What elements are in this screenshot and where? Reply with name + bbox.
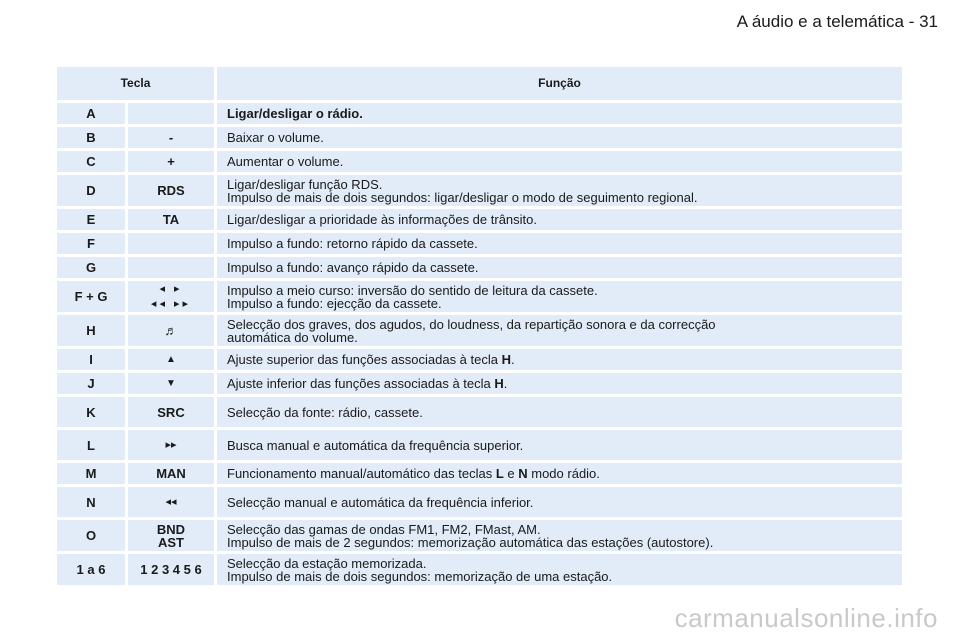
desc-text: e [503, 466, 519, 481]
key-label: G [57, 257, 125, 278]
desc-line: automática do volume. [227, 329, 358, 345]
function-desc: Ligar/desligar a prioridade às informações de trânsito. [217, 209, 902, 230]
desc-text: modo rádio. [527, 466, 600, 481]
arrow-up-icon: ▲ [166, 354, 176, 365]
watermark: carmanualsonline.info [674, 603, 938, 633]
table-row [57, 151, 902, 172]
key-label: F [57, 233, 125, 254]
key-symbol: + [128, 151, 214, 172]
desc-key-ref: H [494, 376, 504, 391]
table-row [57, 373, 902, 394]
desc-text: Ajuste superior das funções associadas à tecla [227, 352, 502, 367]
key-symbol [128, 315, 214, 346]
function-desc [217, 554, 902, 585]
function-desc [217, 463, 902, 484]
key-function-table [57, 67, 902, 588]
desc-text: Ajuste inferior das funções associadas à tecla [227, 376, 495, 391]
page-title: A áudio e a telemática - 31 [736, 12, 938, 31]
table-row [57, 554, 902, 585]
function-desc: Selecção manual e automática da frequência inferior. [217, 487, 902, 517]
key-label: E [57, 209, 125, 230]
function-desc [217, 349, 902, 370]
desc-line: Impulso de mais de dois segundos: memorização de uma estação. [227, 568, 613, 584]
desc-line: Impulso a meio curso: inversão do sentido de leitura da cassete. [227, 282, 598, 298]
table-row [57, 281, 902, 312]
function-desc [217, 315, 902, 346]
key-label: H [57, 315, 125, 346]
table-row [57, 233, 902, 254]
key-symbol [128, 373, 214, 394]
function-desc [217, 373, 902, 394]
music-note-icon: ♬ [164, 323, 178, 338]
function-desc: Impulso a fundo: avanço rápido da cassete. [217, 257, 902, 278]
desc-text: Funcionamento manual/automático das teclas [227, 466, 496, 481]
desc-key-ref: N [518, 466, 528, 481]
key-label: 1 a 6 [57, 554, 125, 585]
key-symbol: MAN [128, 463, 214, 484]
desc-punct: . [511, 352, 515, 367]
key-symbol [128, 103, 214, 124]
key-label: N [57, 487, 125, 517]
symbol-line: AST [158, 534, 184, 550]
header-key: Tecla [57, 67, 214, 100]
desc-key-ref: H [501, 352, 511, 367]
seek-arrows-icon: ◂ ▸ ◂◂ ▸▸ [150, 282, 192, 310]
table-row [57, 315, 902, 346]
key-symbol [128, 520, 214, 551]
function-desc: Selecção da fonte: rádio, cassete. [217, 397, 902, 427]
desc-line: Impulso de mais de dois segundos: ligar/desligar o modo de seguimento regional. [227, 189, 698, 205]
key-symbol [128, 233, 214, 254]
function-desc: Aumentar o volume. [217, 151, 902, 172]
function-desc [217, 175, 902, 206]
key-symbol: 1 2 3 4 5 6 [128, 554, 214, 585]
function-desc: Ligar/desligar o rádio. [217, 103, 902, 124]
key-symbol: TA [128, 209, 214, 230]
key-label: M [57, 463, 125, 484]
function-desc: Busca manual e automática da frequência superior. [217, 430, 902, 460]
table-header-row [57, 67, 902, 100]
key-label: O [57, 520, 125, 551]
table-row [57, 103, 902, 124]
table-row [57, 349, 902, 370]
table-row [57, 175, 902, 206]
key-label: D [57, 175, 125, 206]
fast-forward-icon: ▸▸ [165, 438, 177, 451]
function-desc [217, 281, 902, 312]
desc-punct: . [503, 376, 508, 391]
table-row [57, 209, 902, 230]
key-symbol: - [128, 127, 214, 148]
key-symbol: SRC [128, 397, 214, 427]
table-row [57, 397, 902, 427]
header-function: Função [217, 67, 902, 100]
key-symbol [128, 257, 214, 278]
key-label: I [57, 349, 125, 370]
key-symbol [128, 487, 214, 517]
key-label: C [57, 151, 125, 172]
table-row [57, 463, 902, 484]
function-desc [217, 520, 902, 551]
table-row [57, 430, 902, 460]
desc-line: Selecção da estação memorizada. [227, 555, 427, 571]
table-row [57, 487, 902, 517]
arrow-down-icon: ▼ [166, 378, 176, 389]
key-label: A [57, 103, 125, 124]
desc-line: Impulso a fundo: ejecção da cassete. [227, 295, 442, 311]
desc-line: Ligar/desligar função RDS. [227, 176, 383, 192]
key-label: K [57, 397, 125, 427]
desc-key-ref: L [495, 466, 504, 481]
symbol-line: BND [156, 521, 186, 537]
key-symbol [128, 281, 214, 312]
key-symbol [128, 430, 214, 460]
key-symbol: RDS [128, 175, 214, 206]
desc-line: Impulso de mais de 2 segundos: memorização automática das estações (autostore). [227, 534, 714, 550]
key-label: B [57, 127, 125, 148]
function-desc: Impulso a fundo: retorno rápido da cassete. [217, 233, 902, 254]
key-label: F + G [57, 281, 125, 312]
key-label: J [57, 373, 125, 394]
table-row [57, 520, 902, 551]
table-row [57, 127, 902, 148]
rewind-icon: ◂◂ [165, 495, 177, 508]
desc-line: Selecção dos graves, dos agudos, do loudness, da repartição sonora e da correcção [227, 316, 716, 332]
key-label: L [57, 430, 125, 460]
desc-line: Selecção das gamas de ondas FM1, FM2, FMast, AM. [227, 521, 541, 537]
function-desc: Baixar o volume. [217, 127, 902, 148]
key-symbol [128, 349, 214, 370]
table-row [57, 257, 902, 278]
